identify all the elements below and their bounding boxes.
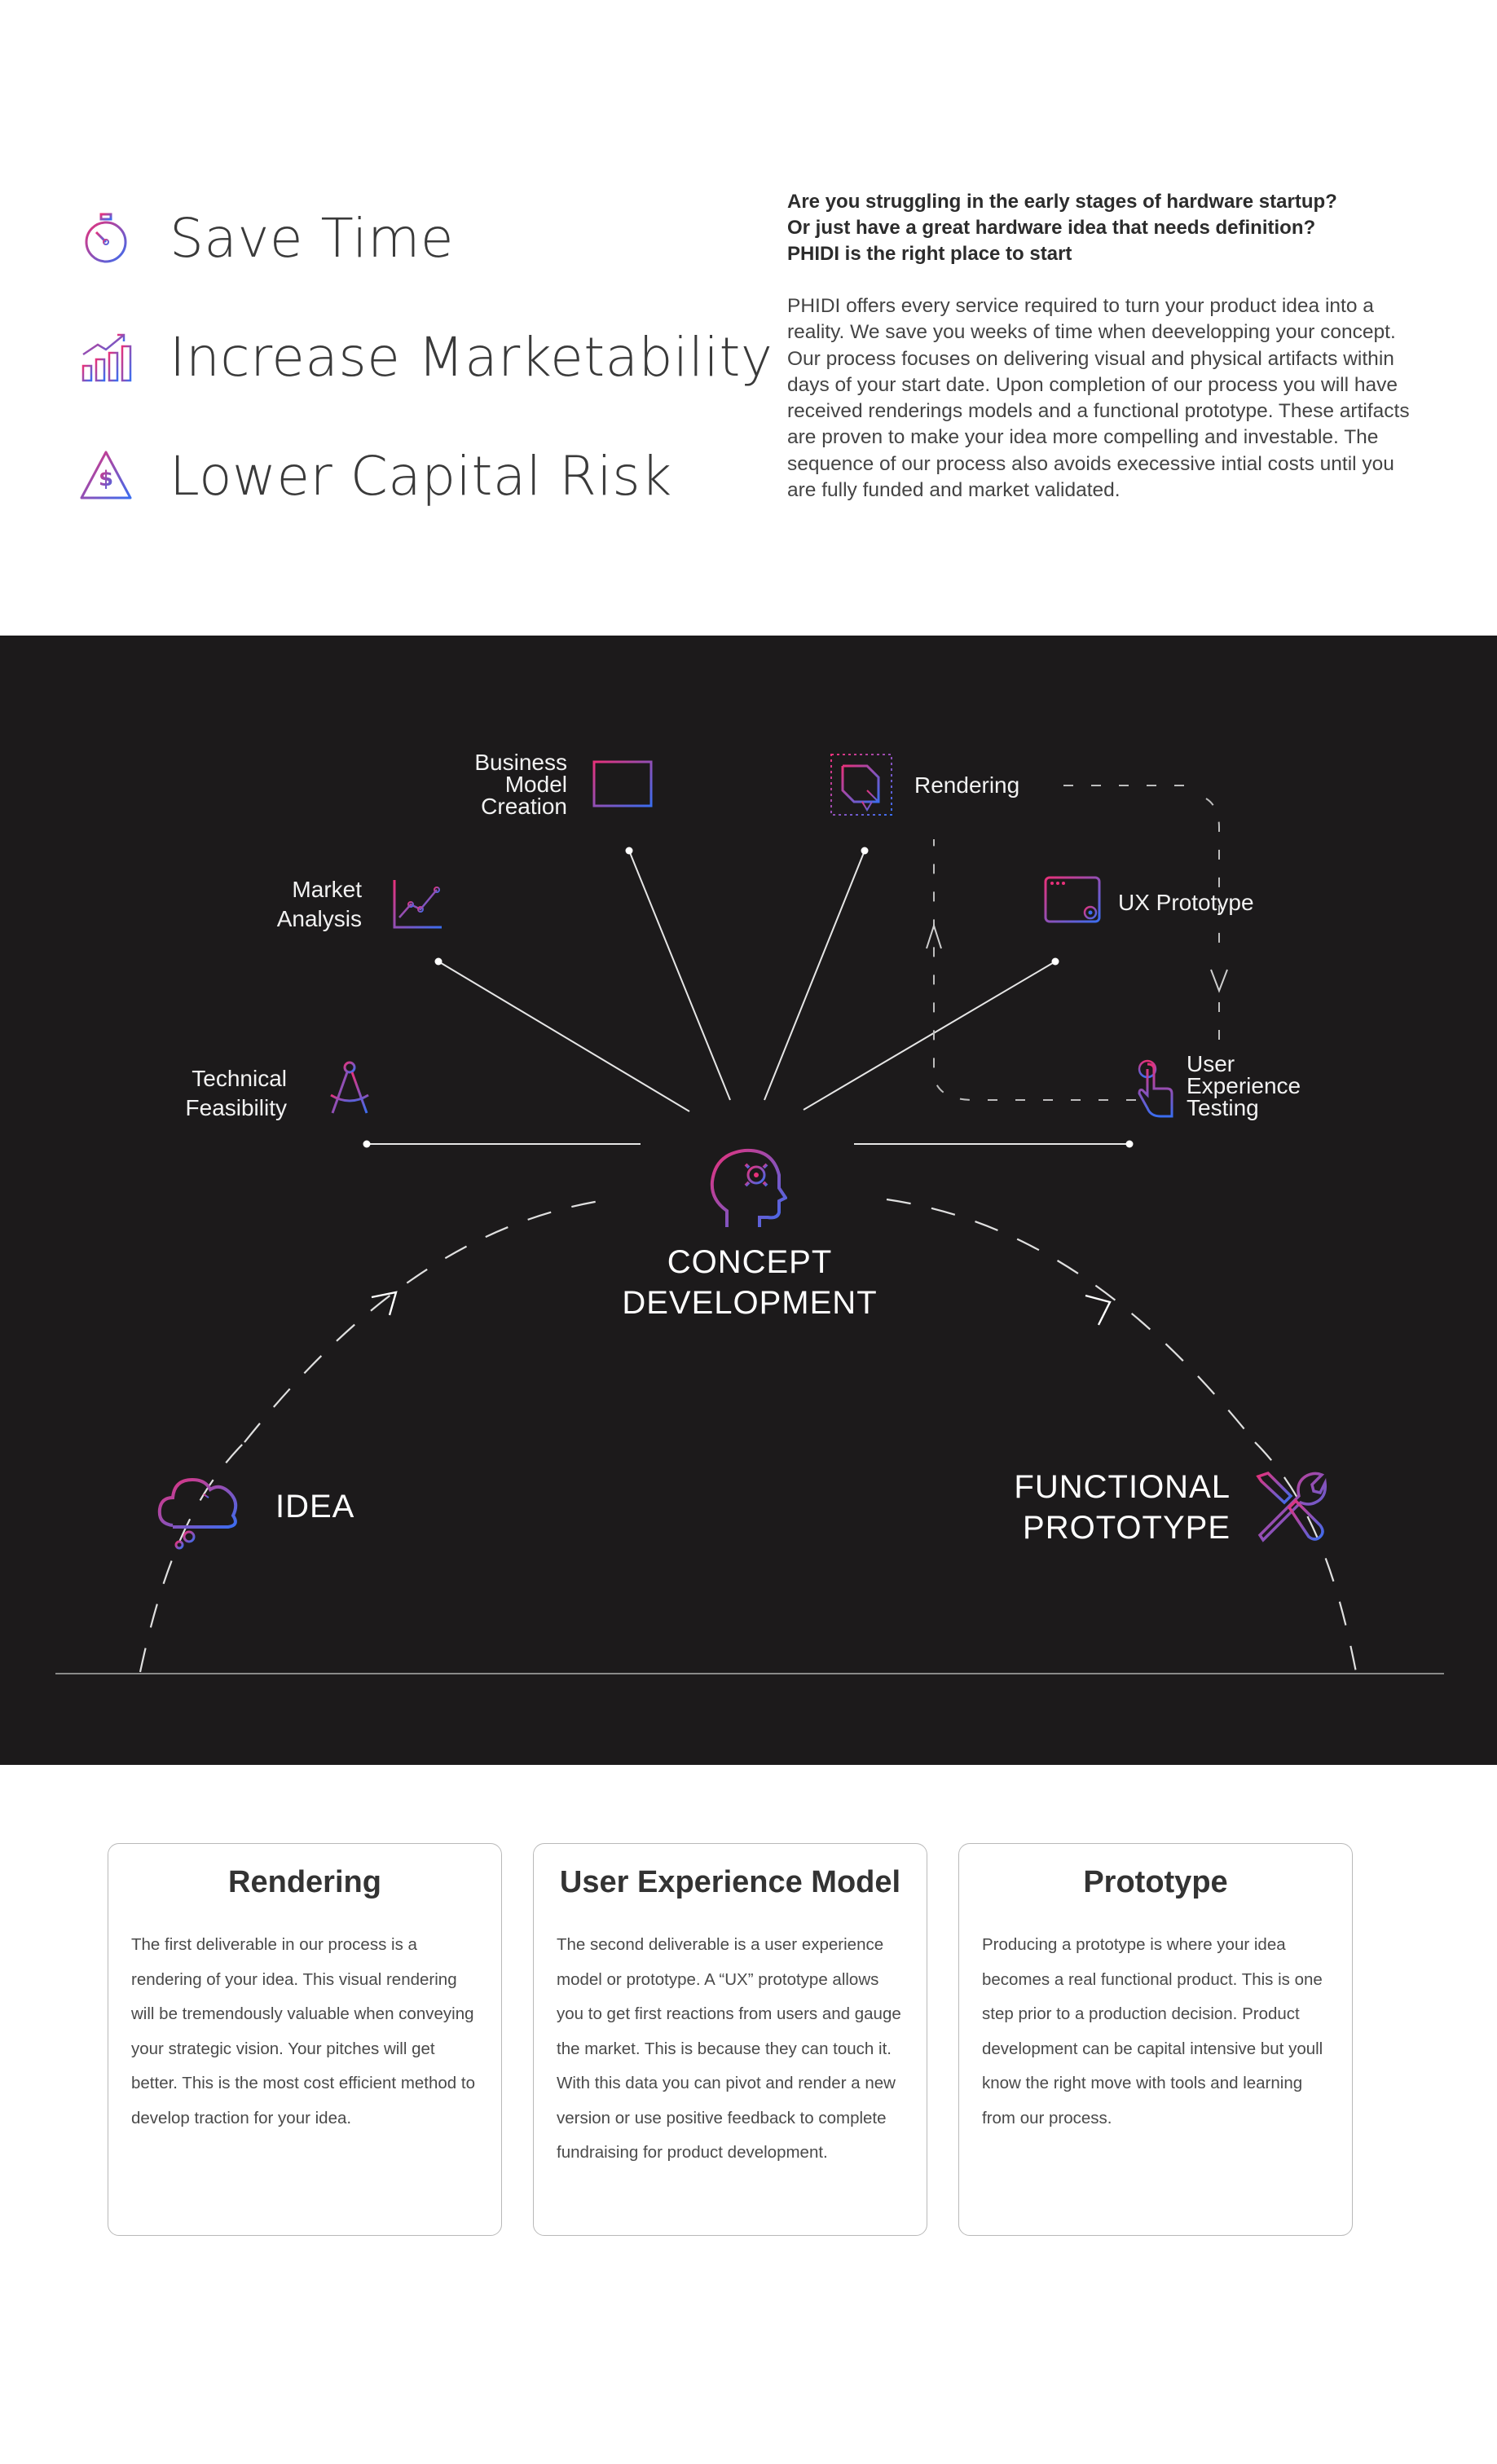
node-label: Testing (1187, 1095, 1259, 1120)
node-label: Feasibility (185, 1095, 287, 1120)
idea-title: IDEA (275, 1489, 355, 1525)
benefit-increase-marketability (78, 326, 773, 389)
process-diagram (0, 636, 1497, 1765)
benefit-label: Save Time (170, 207, 455, 270)
node-label: Technical (192, 1066, 287, 1091)
bar-chart-growth-icon (78, 330, 134, 385)
card-body: The second deliverable is a user experience model or prototype. A “UX” prototype allows you to get first reactions from users and gauge the market. This is because they can touch it. With this data you can pivot and render a new version or use positive feedback to complete fundraising for product development. (557, 1935, 901, 2162)
card-title: Prototype (1083, 1865, 1228, 1899)
compass-icon (326, 1059, 373, 1116)
concept-development-title (570, 1242, 929, 1323)
node-label: User (1187, 1051, 1235, 1076)
prototype-label: FUNCTIONAL (1014, 1469, 1231, 1505)
intro-body: PHIDI offers every service required to turn your product idea into a reality. We save you weeks of time when deevelopping your concept. Our process focuses on delivering visual and physical artifacts within days of your start date. Upon completion of our process you will have received renderings models and a functional prototype. These artifacts are proven to make your idea more compelling and investable. The sequence of our process also avoids execessive intial costs until you are fully funded and market validated. (787, 295, 1410, 502)
node-user-experience-testing (1187, 1053, 1301, 1119)
svg-text:$: $ (98, 466, 114, 491)
intro-section (787, 189, 1415, 504)
intro-question: Or just have a great hardware idea that needs definition? (787, 217, 1316, 239)
center-label: DEVELOPMENT (622, 1285, 878, 1321)
spoke-dots (363, 847, 1134, 1148)
card-title: Rendering (228, 1865, 381, 1899)
card-title: User Experience Model (559, 1865, 901, 1899)
head-gear-icon (706, 1146, 787, 1230)
node-label: Business (474, 750, 567, 775)
node-market-analysis (196, 875, 362, 934)
benefit-label: Lower Capital Risk (170, 445, 672, 508)
card-rendering (108, 1843, 502, 2236)
node-label: Analysis (276, 906, 362, 931)
business-model-board-icon (592, 759, 654, 808)
benefit-lower-capital-risk (78, 445, 672, 508)
card-user-experience-model (533, 1843, 927, 2236)
node-label: Experience (1187, 1073, 1301, 1098)
stopwatch-icon (78, 211, 134, 266)
intro-questions (787, 189, 1415, 267)
spoke-lines (367, 851, 1129, 1144)
benefit-save-time (78, 207, 454, 270)
card-body: Producing a prototype is where your idea becomes a real functional product. This is one step prior to a production decision. Product development can be capital intensive but youll know the right move with tools and learning from our process. (982, 1935, 1323, 2127)
line-chart-analysis-icon (391, 877, 445, 931)
browser-window-icon (1043, 875, 1102, 926)
node-business-model-creation (424, 751, 567, 817)
node-label: Market (292, 877, 362, 902)
node-technical-feasibility (147, 1064, 287, 1123)
card-prototype (958, 1843, 1353, 2236)
functional-prototype-title (994, 1467, 1231, 1548)
prototype-label: PROTOTYPE (1023, 1510, 1231, 1546)
intro-question: Are you struggling in the early stages of hardware startup? (787, 191, 1337, 213)
ux-loop-arrows (927, 926, 1227, 991)
touch-hand-icon (1136, 1059, 1175, 1120)
warning-dollar-icon (78, 449, 134, 504)
cloud-thought-icon (155, 1470, 243, 1550)
center-label: CONCEPT (667, 1244, 833, 1280)
card-body: The first deliverable in our process is a rendering of your idea. This visual rendering will be tremendously valuable when conveying your strategic vision. Your pitches will get better. This is the most cost efficient method to develop traction for your idea. (131, 1935, 475, 2127)
node-label: Creation (481, 794, 567, 819)
node-rendering: Rendering (914, 772, 1020, 798)
benefit-label: Increase Marketability (170, 326, 773, 389)
rendering-cube-icon (828, 751, 895, 818)
tools-wrench-screwdriver-icon (1252, 1470, 1327, 1545)
intro-question: PHIDI is the right place to start (787, 243, 1072, 265)
node-ux-prototype: UX Prototype (1118, 890, 1254, 915)
node-label: Model (504, 772, 567, 797)
ux-loop-dashes (934, 785, 1219, 1100)
